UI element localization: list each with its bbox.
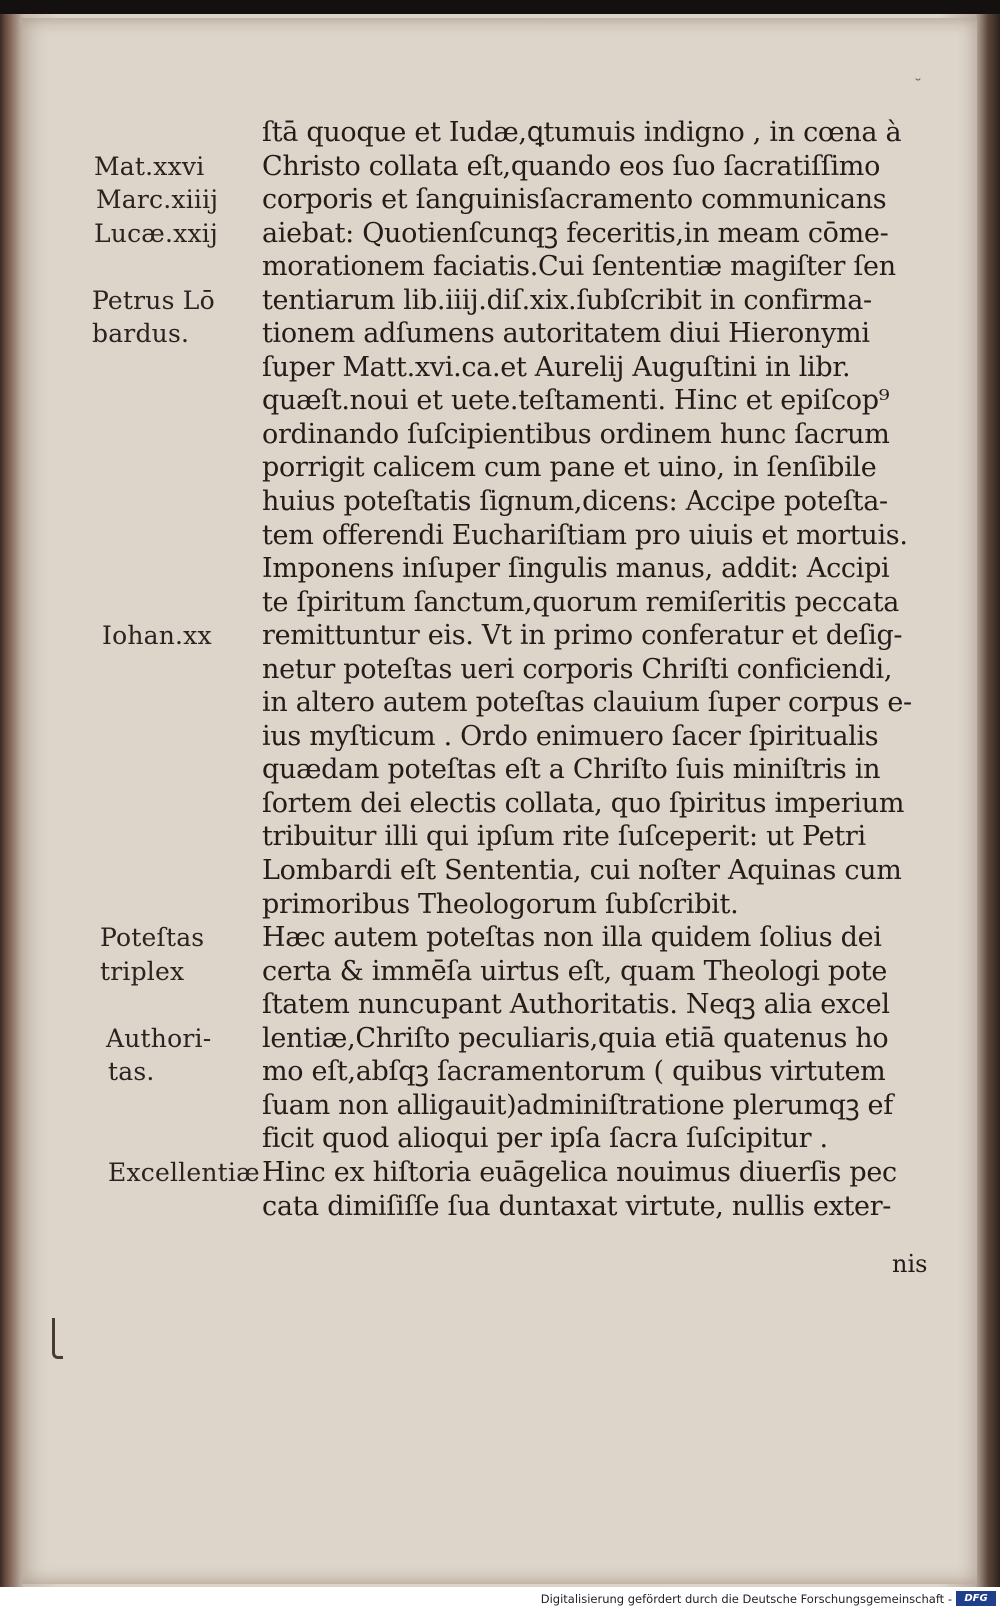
text-line: Christo collata eſt,quando eos ſuo ſacratiſſimo: [262, 150, 881, 182]
text-line: ius myſticum . Ordo enimuero ſacer ſpiritualis: [262, 720, 879, 752]
text-line: morationem faciatis.Cui ſententiæ magiſter ſen: [262, 251, 896, 283]
text-line: ſortem dei electis collata, quo ſpiritus imperium: [262, 787, 905, 819]
text-line: lentiæ,Chriſto peculiaris,quia etiā quatenus ho: [262, 1022, 889, 1054]
corner-mark: ˘: [914, 76, 922, 95]
binding-mark: [52, 1318, 63, 1359]
text-line: quædam poteſtas eſt a Chriſto ſuis miniſtris in: [262, 754, 881, 786]
text-line: cata dimiſiſſe ſua duntaxat virtute, nullis exter-: [262, 1190, 892, 1222]
text-line: primoribus Theologorum ſubſcribit.: [262, 888, 739, 920]
text-line: ſtatem nuncupant Authoritatis. Neqꝫ alia excel: [262, 989, 890, 1021]
text-line: ordinando ſuſcipientibus ordinem hunc ſacrum: [262, 418, 890, 450]
page: [22, 18, 977, 1584]
text-line: netur poteſtas ueri corporis Chriſti conficiendi,: [262, 653, 893, 685]
marginal-note: Mat.xxvi: [94, 151, 205, 181]
text-line: quæſt.noui et uete.teſtamenti. Hinc et epiſcop⁹: [262, 385, 890, 417]
text-line: Imponens inſuper ſingulis manus, addit: Accipi: [262, 553, 890, 585]
marginal-note: Excellentiæ: [108, 1158, 260, 1188]
text-line: Lombardi eſt Sententia, cui noſter Aquinas cum: [262, 855, 902, 887]
text-line: Hæc autem poteſtas non illa quidem ſolius dei: [262, 922, 882, 954]
footer-credit: Digitalisierung gefördert durch die Deutsche Forschungsgemeinschaft -: [540, 1592, 952, 1606]
marginal-note: Iohan.xx: [102, 621, 212, 651]
marginal-note: Authori-: [106, 1023, 212, 1053]
text-line: Hinc ex hiſtoria euāgelica nouimus diuerſis pec: [262, 1156, 897, 1188]
text-line: porrigit calicem cum pane et uino, in ſenſibile: [262, 452, 877, 484]
text-line: te ſpiritum ſanctum,quorum remiſeritis peccata: [262, 586, 900, 618]
text-line: certa & immēſa uirtus eſt, quam Theologi pote: [262, 955, 888, 987]
book-scan: [0, 14, 1000, 1587]
text-line: corporis et ſanguinisſacramento communicans: [262, 184, 887, 216]
marginal-note: Lucæ.xxij: [94, 218, 218, 248]
marginal-note: Marc.xiiij: [96, 185, 219, 215]
top-border: [0, 0, 1000, 14]
text-line: remittuntur eis. Vt in primo conferatur et deſig-: [262, 620, 903, 652]
text-line: ſuam non alligauit)adminiſtratione plerumqꝫ ef: [262, 1089, 893, 1121]
text-line: tionem adſumens autoritatem diui Hieronymi: [262, 318, 870, 350]
text-line: tribuitur illi qui ipſum rite ſuſceperit: ut Petri: [262, 821, 866, 853]
main-text-block: [262, 116, 952, 1223]
text-line: in altero autem poteſtas clauium ſuper corpus e-: [262, 687, 912, 719]
footer: [0, 1587, 1000, 1611]
text-line: tentiarum lib.iiij.diſ.xix.ſubſcribit in confirma-: [262, 284, 872, 316]
marginal-note: triplex: [100, 956, 185, 986]
marginal-note: bardus.: [92, 319, 190, 349]
text-line: ſuper Matt.xvi.ca.et Aurelij Auguſtini in libr.: [262, 351, 851, 383]
marginal-note: tas.: [108, 1057, 155, 1087]
text-line: ficit quod alioqui per ipſa ſacra ſuſcipitur .: [262, 1123, 828, 1155]
catchword: nis: [892, 1250, 928, 1278]
marginal-note: Poteſtas: [100, 923, 205, 953]
dfg-logo[interactable]: DFG: [956, 1591, 996, 1606]
text-line: tem offerendi Euchariſtiam pro uiuis et mortuis.: [262, 519, 908, 551]
text-line: aiebat: Quotienſcunqꝫ feceritis,in meam cōme-: [262, 217, 889, 249]
text-line: huius poteſtatis ſignum,dicens: Accipe poteſta-: [262, 486, 888, 518]
text-line: ſtā quoque et Iudæ,ꝗtumuis indigno , in cœna à: [262, 117, 902, 148]
marginal-note: Petrus Lō: [92, 285, 215, 315]
text-line: mo eſt,abſqꝫ ſacramentorum ( quibus virtutem: [262, 1056, 886, 1088]
